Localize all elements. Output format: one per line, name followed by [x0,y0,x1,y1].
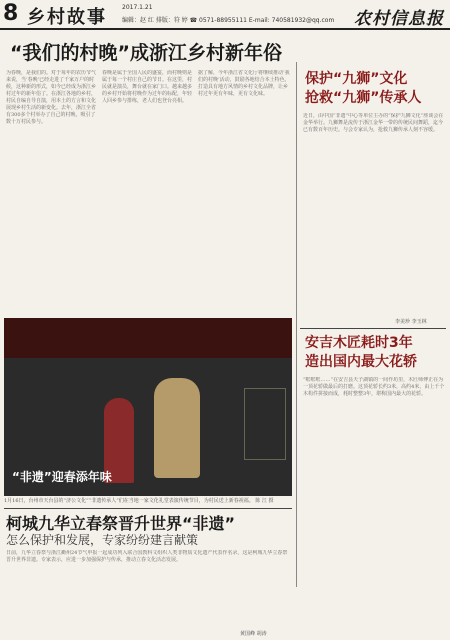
story4-headline-1: 安吉木匠耗时3年 [305,335,413,351]
photo-credit-text [4,498,292,505]
divider [4,508,292,509]
masthead: 农村信息报 [354,9,444,29]
page-header [0,0,450,30]
story3-headline-1: 保护“九狮”文化 [305,71,408,87]
lead-body-col3: 据了解，今年浙江省文化厅将继续推动‘我们的村晚’活动，鼓励各地结合本土特色，打造具有地方风情的乡村文化品牌，让乡村过年更有年味，更有文化味。 [198,70,290,97]
photographer: 陈 江 摄 [255,498,274,504]
photo-credit: 1月16日，台州市天台县的“济公文化”“非遗传承人”们在当地一家文化礼堂表演传统节目，为村民送上新春祝福。 [4,498,254,504]
story2-body: 日前，九华立春祭与浙江衢州24节气申报一起成功列入联合国教科文组织人类非物质文化遗产代表作名录，这是柯城九华立春祭晋升世界非遗。专家表示，应进一步加强保护与传承，推动立春文化活态发展。 [6,550,288,563]
photo-caption: “非遗”迎春添年味 [12,470,112,484]
story2-subhead: 怎么保护和发展，专家纷纷建言献策 [6,533,199,547]
story2-author: 黄国峰 胡涛 [240,631,267,637]
story3-body: 近日，由中国“非遗”中心等单位主办的“保护九狮文化”座谈会在金华举行。九狮舞是流传于浙江金华一带的传统民间舞蹈，迄今已有数百年历史。与会专家认为，抢救九狮传承人刻不容缓。 [303,113,444,133]
story2-headline: 柯城九华立春祭晋升世界“非遗” [6,514,236,533]
page-number: 8 [3,1,19,26]
performer-figure [154,378,200,478]
lead-body-col1: 为春晚，是我们的。对于每年的农历节气来说，当‘春晚’已经走进了千家万户的时候，这种新的形式，如今已经成为浙江乡村过年的新年俗了。在浙江各地的乡村，村民自编自导自演，用本土的方言和文化展现乡村生活的新变化。去年，浙江全省有300多个村举办了自己的村晚，吸引了数十万村民参与。 [6,70,97,125]
stage-curtain [4,318,292,358]
story4-headline-2: 造出国内最大花轿 [305,354,417,370]
stage-prop [244,388,286,460]
divider [300,328,446,329]
lead-photo [4,318,292,496]
story4-body: “哐哐哐……”在安吉县天子湖镇的一间作坊里，木匠师傅正在为一顶花轿做最后的打磨。这顶花轿长约3米，高约4米，由上千个木构件拼接而成，耗时整整3年，堪称国内最大的花轿。 [303,377,445,397]
date-line: 2017.1.21 [122,4,153,11]
lead-headline: “我们的村晚”成浙江乡村新年俗 [10,42,282,64]
section-title: 乡村故事 [27,7,107,28]
lead-body-col2: 春晚是属于全国人民的盛宴，而村晚则是属于每一个村庄自己的节日。在这里，村民就是演员，舞台就在家门口。越来越多的乡村开始将村晚作为过年的标配，年轻人回乡参与排练，老人们也登台亮相。 [102,70,193,104]
editor-line: 编辑：赵 红 排版：符 婷 ☎ 0571-88955111 E-mail: 740581932@qq.com [122,17,335,24]
story3-headline-2: 抢救“九狮”传承人 [305,90,422,106]
column-divider [296,62,297,587]
story3-author: 李美珍 李玉林 [395,319,427,325]
